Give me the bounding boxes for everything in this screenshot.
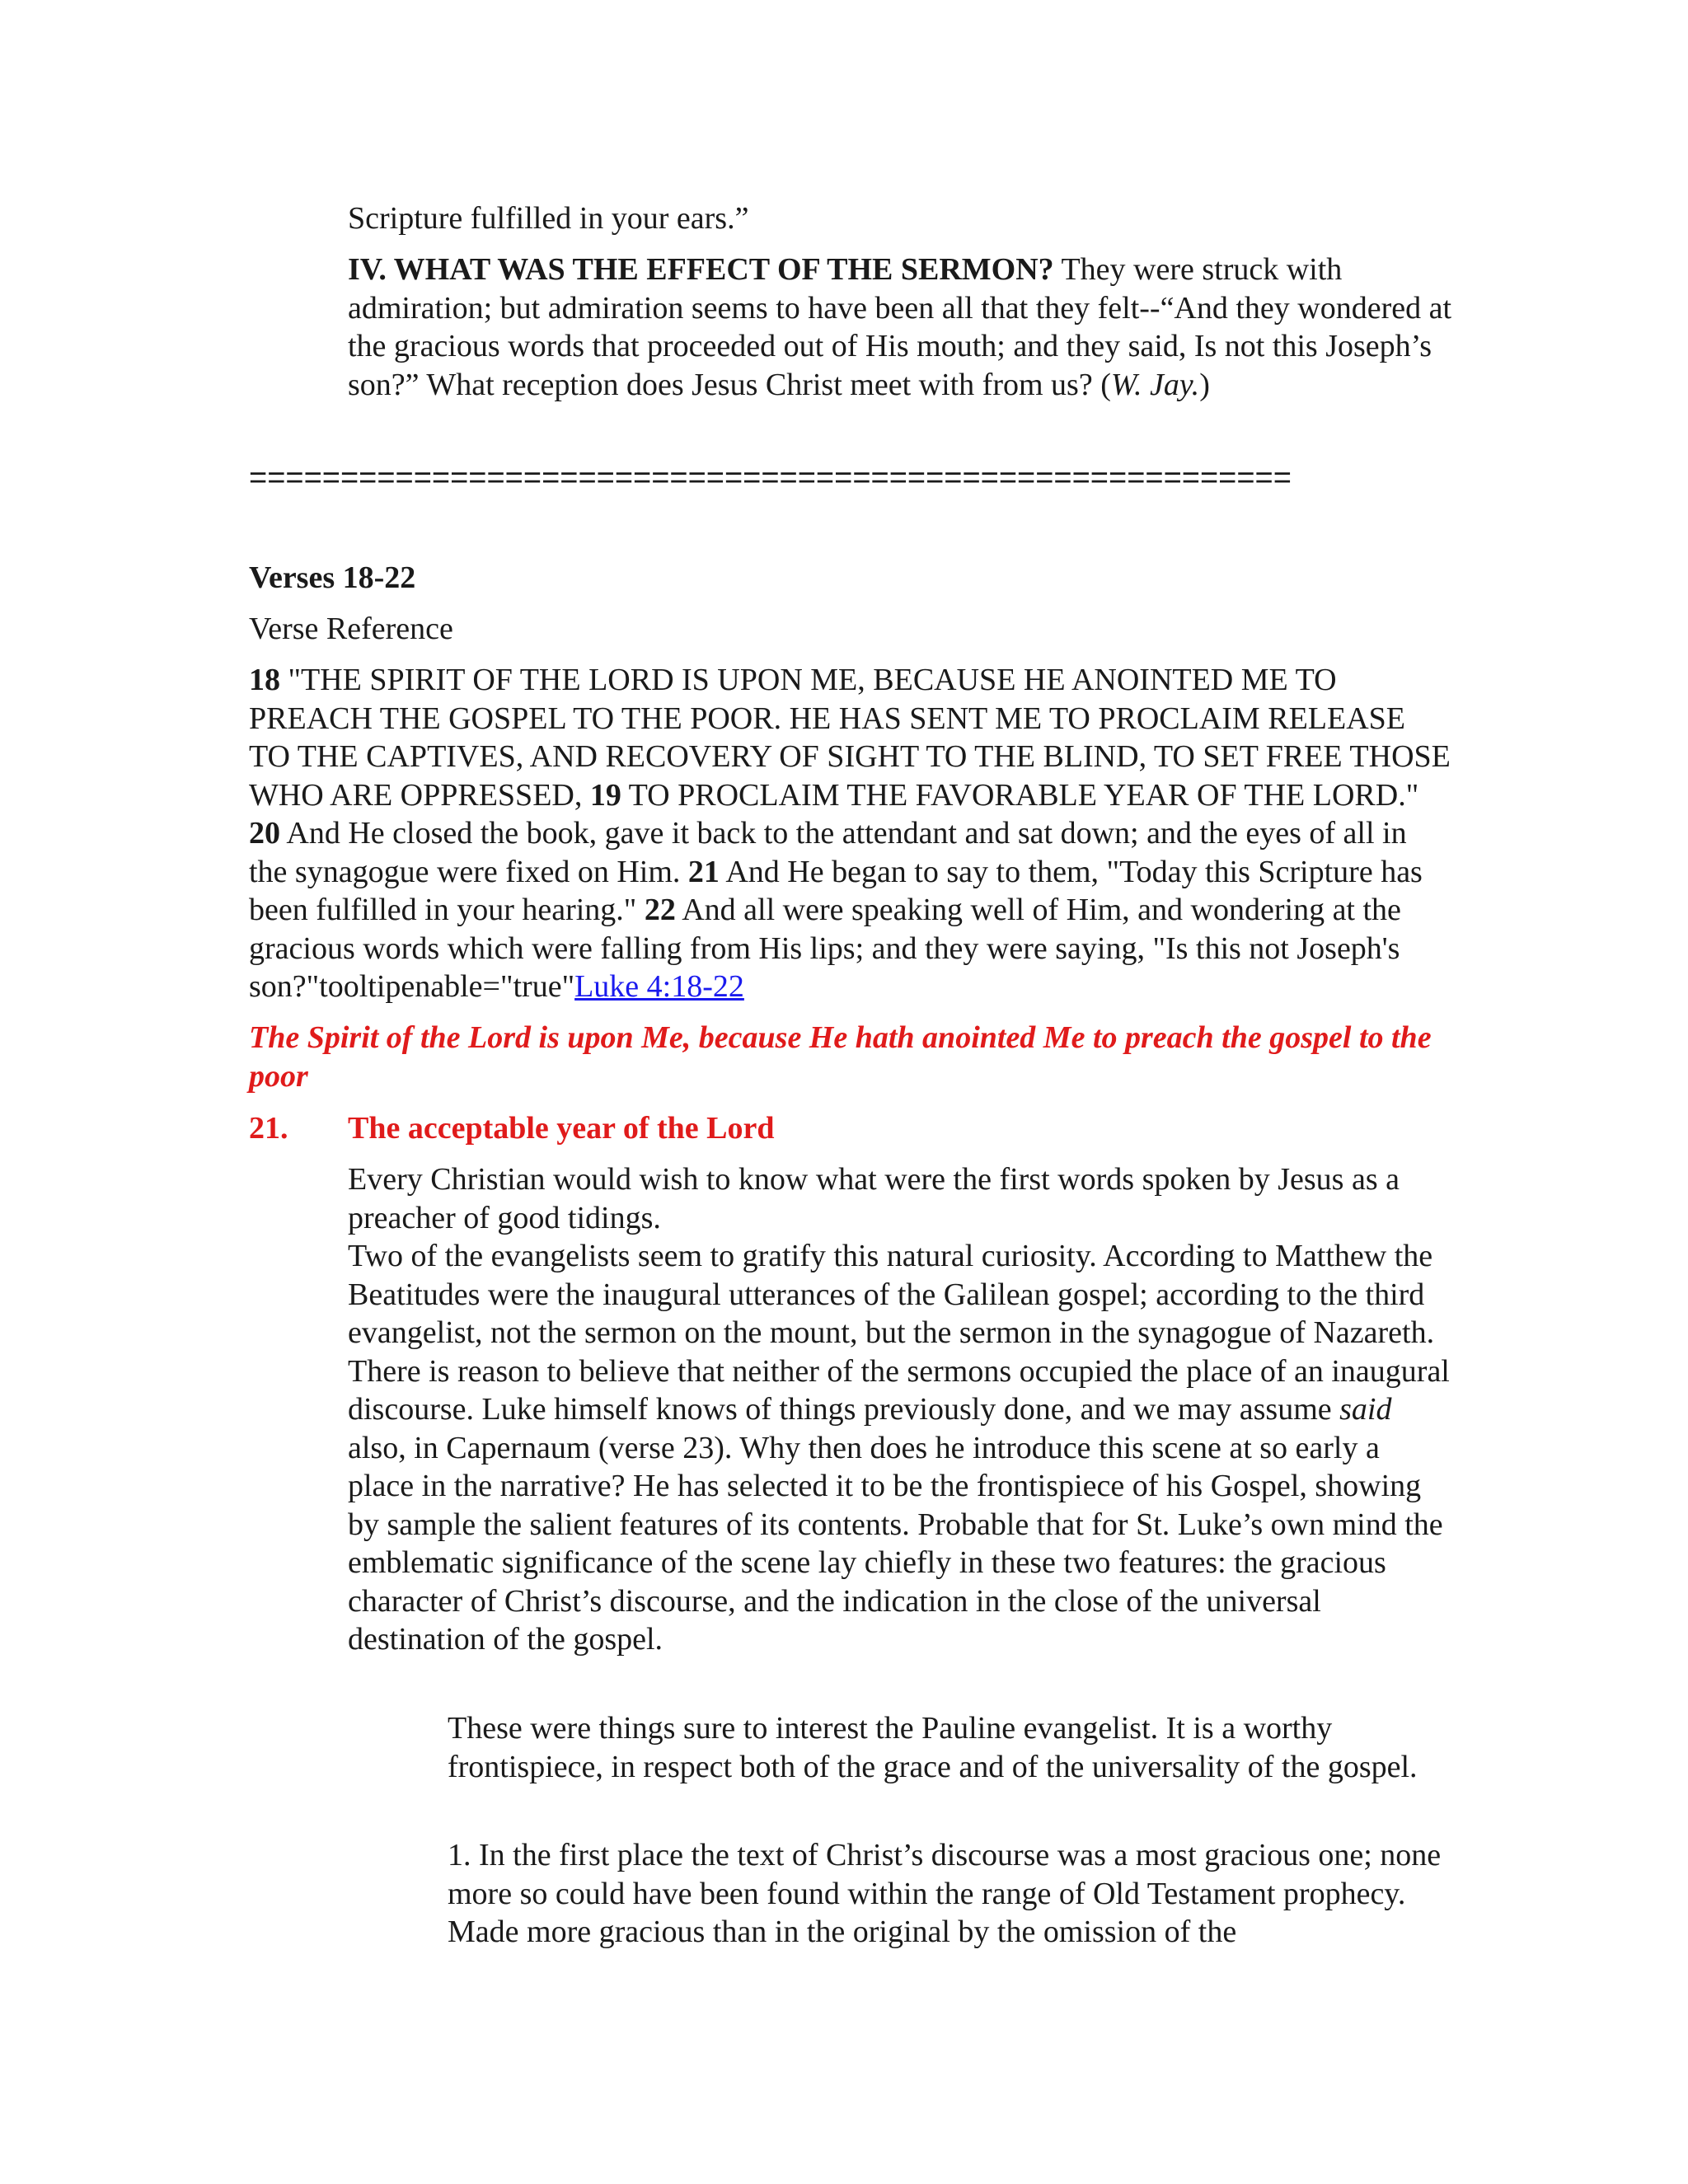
scripture-reference-link[interactable]: Luke 4:18-22 [574,969,744,1004]
verse-text-22: And all were speaking well of Him, and wondering at the gracious words which were falling from His lips; and they were saying, "Is this not Joseph's son?"tooltipenable="true" [249,893,1401,1004]
verse-number-22: 22 [644,893,676,927]
body-paragraph-2 [348,1237,1452,1659]
verse-number-18: 18 [249,663,280,697]
section-iv-text: They were struck with admiration; but admiration seems to have been all that they felt--“And they wondered at the gracious words that proceeded out of His mouth; and they said, Is not this Joseph’s son?” What reception does Jesus Christ meet with from us? ( [348,252,1452,402]
verses-title: Verses 18-22 [249,560,416,595]
italic-word-said: said [1339,1392,1392,1427]
body-paragraph-1: Every Christian would wish to know what were the first words spoken by Jesus as a preacher of good tidings. [348,1162,1400,1235]
separator-rule: ========================================================= [249,461,1292,495]
verse-text-20: And He closed the book, gave it back to the attendant and sat down; and the eyes of all in the synagogue were fixed on Him. [249,816,1407,889]
verse-number-20: 20 [249,816,280,851]
verse-text-19: TO PROCLAIM THE FAVORABLE YEAR OF THE LORD." [621,777,1419,813]
verse-number-21: 21 [687,854,720,889]
subheading-number: 21. [249,1111,288,1146]
body-paragraph-3: These were things sure to interest the Pauline evangelist. It is a worthy frontispiece, in respect both of the grace and of the universality of the gospel. [448,1711,1418,1784]
verse-number-19: 19 [589,777,621,813]
verse-text-18: "THE SPIRIT OF THE LORD IS UPON ME, BECAUSE HE ANOINTED ME TO PREACH THE GOSPEL TO THE POOR. HE HAS SENT ME TO PROCLAIM RELEASE TO THE CAPTIVES, AND RECOVERY OF SIGHT TO THE BLIND, TO SET FREE THOSE WHO ARE OPPRESSED, [249,663,1451,813]
body-paragraph-4: 1. In the first place the text of Christ’s discourse was a most gracious one; none more so could have been found within the range of Old Testament prophecy. Made more gracious than in the original by the omission of the [448,1838,1442,1949]
body-paragraph-2-text: Two of the evangelists seem to gratify this natural curiosity. According to Matthew the Beatitudes were the inaugural utterances of the Galilean gospel; according to the third evangelist, not the sermon on the mount, but the sermon in the synagogue of Nazareth. There is reason to believe that neither of the sermons occupied the place of an inaugural discourse. Luke himself knows of things previously done, and we may assume [348,1239,1450,1427]
red-italic-heading: The Spirit of the Lord is upon Me, because He hath anointed Me to preach the gospel to the poor [249,1020,1432,1094]
author-citation: W. Jay. [1110,367,1200,402]
scripture-passage [249,661,1452,1006]
section-iv-text-end: ) [1199,367,1210,402]
section-iv-paragraph [348,251,1452,404]
verse-text-21: And He began to say to them, "Today this Scripture has been fulfilled in your hearing." [249,854,1423,927]
subheading-title: The acceptable year of the Lord [348,1111,775,1146]
section-iv-heading: IV. WHAT WAS THE EFFECT OF THE SERMON? [348,252,1054,287]
continuation-line: Scripture fulfilled in your ears.” [348,201,749,236]
body-paragraph-2-text-end: also, in Capernaum (verse 23). Why then does he introduce this scene at so early a place in the narrative? He has selected it to be the frontispiece of his Gospel, showing by sample the salient features of its contents. Probable that for St. Luke’s own mind the emblematic significance of the scene lay chiefly in these two features: the gracious character of Christ’s discourse, and the indication in the close of the universal destination of the gospel. [348,1430,1443,1657]
verse-reference-label: Verse Reference [249,612,453,646]
